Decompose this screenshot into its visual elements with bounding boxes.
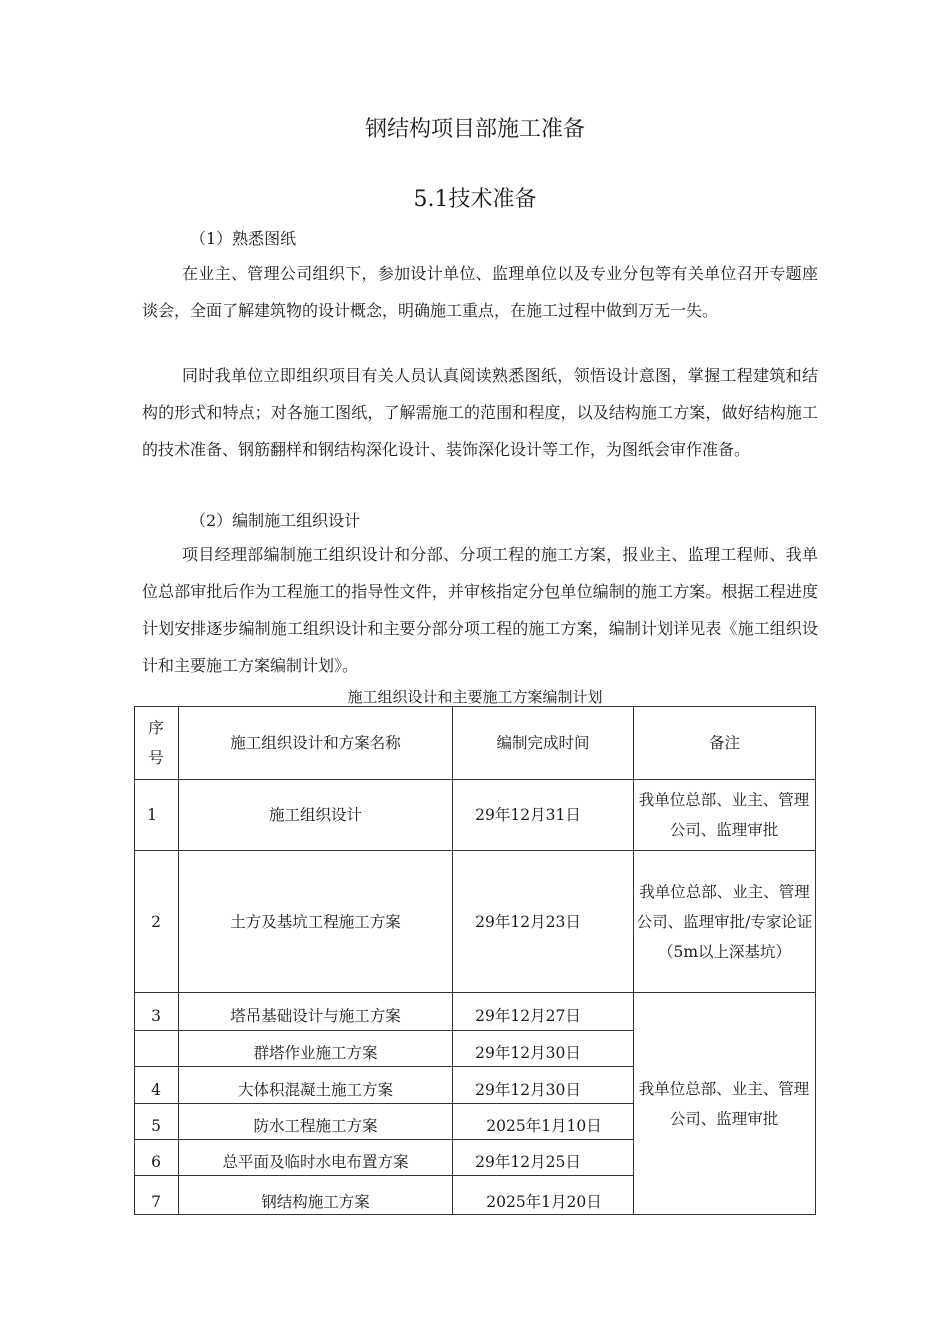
table-cell-no: 1 <box>147 806 157 824</box>
header-note: 备注 <box>708 733 740 752</box>
table-cell-no: 7 <box>151 1193 161 1211</box>
document-title: 钢结构项目部施工准备 <box>364 117 585 142</box>
table-cell-date: 29年12月25日 <box>475 1153 581 1171</box>
table-cell-date: 29年12月23日 <box>475 912 581 931</box>
table-cell-no: 6 <box>151 1153 161 1171</box>
table-cell-merged-note: 我单位总部、业主、管理公司、监理审批 <box>638 1079 810 1128</box>
header-name: 施工组织设计和方案名称 <box>230 733 401 752</box>
table-cell-name: 群塔作业施工方案 <box>253 1044 378 1062</box>
table-cell-date: 29年12月27日 <box>475 1007 581 1025</box>
table-cell-no: 5 <box>151 1117 161 1135</box>
table-cell-no: 2 <box>151 912 161 931</box>
section-heading: 5.1技术准备 <box>413 187 537 212</box>
table-cell-date: 29年12月30日 <box>475 1081 581 1099</box>
subheading-read-drawings: （1）熟悉图纸 <box>190 229 297 248</box>
table-cell-name: 大体积混凝土施工方案 <box>237 1081 393 1099</box>
table-cell-date: 2025年1月10日 <box>486 1117 602 1135</box>
header-date: 编制完成时间 <box>496 733 590 752</box>
table-caption: 施工组织设计和主要施工方案编制计划 <box>347 688 603 706</box>
header-no: 序号 <box>148 718 164 767</box>
paragraph-2: 同时我单位立即组织项目有关人员认真阅读熟悉图纸，领悟设计意图，掌握工程建筑和结构的形式和特点；对各施工图纸，了解需施工的范围和程度，以及结构施工方案，做好结构施工的技术准备、钢筋翻样和钢结构深化设计、装饰深化设计等工作，为图纸会审作准备。 <box>142 366 818 459</box>
table-cell-name: 施工组织设计 <box>268 806 362 824</box>
table-cell-no: 3 <box>151 1007 161 1025</box>
table-cell-name: 土方及基坑工程施工方案 <box>230 912 401 931</box>
table-cell-note: 我单位总部、业主、管理公司、监理审批 <box>638 791 810 839</box>
table-cell-date: 2025年1月20日 <box>486 1193 602 1211</box>
table-cell-no: 4 <box>151 1081 161 1099</box>
table-cell-name: 塔吊基础设计与施工方案 <box>230 1007 401 1025</box>
table-cell-name: 总平面及临时水电布置方案 <box>222 1153 409 1171</box>
paragraph-3: 项目经理部编制施工组织设计和分部、分项工程的施工方案，报业主、监理工程师、我单位总部审批后作为工程施工的指导性文件，并审核指定分包单位编制的施工方案。根据工程进度计划安排逐步编制施工组织设计和主要分部分项工程的施工方案，编制计划详见表《施工组织设计和主要施工方案编制计划》。 <box>142 545 818 675</box>
table-cell-date: 29年12月30日 <box>475 1044 581 1062</box>
table-cell-note: 我单位总部、业主、管理公司、监理审批/专家论证（5m以上深基坑） <box>636 882 813 961</box>
table-cell-name: 钢结构施工方案 <box>261 1193 370 1211</box>
table-cell-no <box>134 1040 178 1066</box>
paragraph-1: 在业主、管理公司组织下，参加设计单位、监理单位以及专业分包等有关单位召开专题座谈会，全面了解建筑物的设计概念，明确施工重点，在施工过程中做到万无一失。 <box>142 264 818 320</box>
table-cell-date: 29年12月31日 <box>475 806 581 824</box>
plan-table <box>134 706 816 1215</box>
subheading-construction-design: （2）编制施工组织设计 <box>190 511 361 530</box>
table-cell-name: 防水工程施工方案 <box>253 1117 378 1135</box>
